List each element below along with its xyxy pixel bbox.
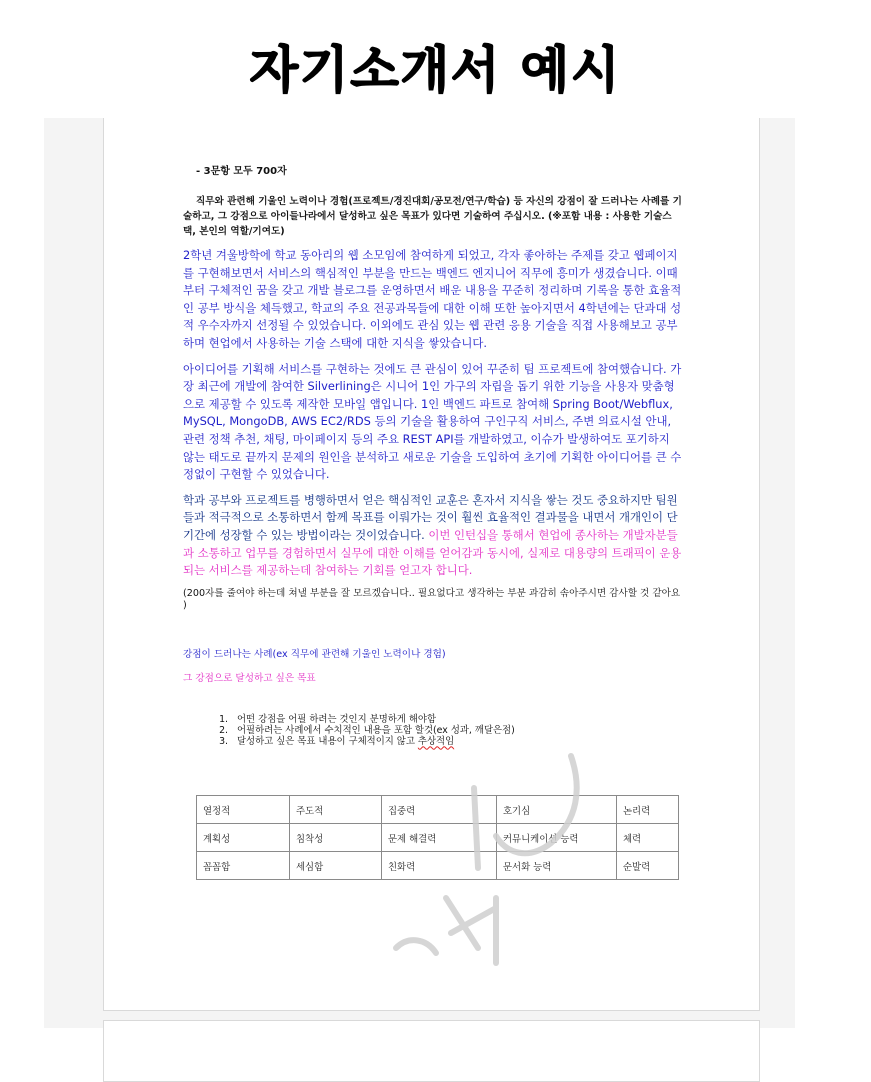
table-cell: 침착성 — [290, 824, 382, 852]
author-note: (200자를 줄여야 하는데 쳐낼 부분을 잘 모르겠습니다.. 필요없다고 생각하는 부분 과감히 솎아주시면 감사할 것 같아요 ) — [183, 587, 681, 612]
feedback-item-text: 달성하고 싶은 목표 내용이 구체적이지 않고 — [237, 736, 418, 748]
table-cell: 계획성 — [197, 824, 290, 852]
feedback-item: 1. 어떤 강점을 어필 하려는 것인지 분명하게 해야함 — [231, 714, 683, 725]
table-cell: 세심함 — [290, 852, 382, 880]
document-page — [103, 118, 760, 1011]
spellcheck-underlined-word: 추상적임 — [417, 736, 455, 748]
table-cell: 집중력 — [382, 796, 497, 824]
answer-paragraph-3-goal: 이번 인턴십을 통해서 현업에 종사하는 개발자분들과 소통하고 업무를 경험하면서 실무에 대한 이해를 얻어감과 동시에, 실제로 대용량의 트래픽이 운용되는 서비스를 제공하는데 참여하는 기회를 얻고자 합니다. — [183, 527, 682, 578]
table-row — [197, 852, 679, 880]
document-content — [183, 162, 683, 747]
question-text: 직무와 관련해 기울인 노력이나 경험(프로젝트/경진대회/공모전/연구/학습) 등 자신의 강점이 잘 드러나는 사례를 기술하고, 그 강점으로 아이들나라에서 달성하고 싶은 목표가 있다면 기술하여 주십시오. (※포함 내용 : 사용한 기술스택, 본인의 역할/기여도) — [183, 196, 682, 237]
table-cell: 열정적 — [197, 796, 290, 824]
traits-table — [196, 795, 679, 880]
page-title: 자기소개서 예시 — [249, 41, 622, 99]
table-cell: 커뮤니케이션 능력 — [497, 824, 617, 852]
table-cell: 논리력 — [617, 796, 679, 824]
answer-paragraph-3-lesson: 학과 공부와 프로젝트를 병행하면서 얻은 핵심적인 교훈은 혼자서 지식을 쌓는 것도 중요하지만 팀원들과 적극적으로 소통하면서 함께 목표를 이뤄가는 것이 훨씬 효율적인 결과물을 내면서 개개인이 단기간에 성장할 수 있는 방법이라는 것이었습니다. — [183, 492, 678, 542]
next-document-page — [103, 1020, 760, 1082]
feedback-item: 2. 어필하려는 사례에서 수치적인 내용을 포함 할것(ex 성과, 깨달은점) — [231, 725, 683, 736]
table-row — [197, 796, 679, 824]
table-cell: 꼼꼼함 — [197, 852, 290, 880]
legend-goal: 그 강점으로 달성하고 싶은 목표 — [183, 672, 316, 684]
table-cell: 문제 해결력 — [382, 824, 497, 852]
table-cell: 체력 — [617, 824, 679, 852]
feedback-item — [231, 736, 683, 747]
table-row — [197, 824, 679, 852]
legend-strength: 강점이 드러나는 사례(ex 직무에 관련해 기울인 노력이나 경험) — [183, 648, 446, 660]
table-cell: 순발력 — [617, 852, 679, 880]
table-cell: 친화력 — [382, 852, 497, 880]
table-cell: 주도적 — [290, 796, 382, 824]
question-heading: - 3문항 모두 700자 — [196, 166, 287, 177]
answer-paragraph-1: 2학년 겨울방학에 학교 동아리의 웹 소모임에 참여하게 되었고, 각자 좋아하는 주제를 갖고 웹페이지를 구현해보면서 서비스의 핵심적인 부분을 만드는 백엔드 엔지니어 직무에 흥미가 생겼습니다. 이때부터 구체적인 꿈을 갖고 개발 블로그를 운영하면서 배운 내용을 꾸준히 정리하며 기록을 통한 효율적인 공부 방식을 체득했고, 학교의 주요 전공과목들에 대한 이해 또한 높아지면서 4학년에는 단과대 성적 우수자까지 선정될 수 있었습니다. 이외에도 관심 있는 웹 관련 응용 기술을 직접 사용해보고 공부하며 현업에서 사용하는 기술 스택에 대한 지식을 쌓았습니다. — [183, 248, 682, 350]
table-cell: 문서화 능력 — [497, 852, 617, 880]
answer-paragraph-2: 아이디어를 기획해 서비스를 구현하는 것에도 큰 관심이 있어 꾸준히 팀 프로젝트에 참여했습니다. 가장 최근에 개발에 참여한 Silverlining은 시니어 1인 가구의 자립을 돕기 위한 기능을 사용자 맞춤형으로 제공할 수 있도록 제작한 모바일 앱입니다. 1인 백엔드 파트로 참여해 Spring Boot/Webflux, MySQL, MongoDB, AWS EC2/RDS 등의 기술을 활용하여 구인구직 서비스, 주변 의료시설 안내, 관련 정책 추천, 채팅, 마이페이지 등의 주요 REST API를 개발하였고, 이슈가 발생하여도 포기하지 않는 태도로 끝까지 문제의 원인을 분석하고 새로운 기술을 도입하여 초기에 기획한 아이디어를 큰 수정없이 구현할 수 있었습니다. — [183, 361, 682, 482]
answer-paragraph-3 — [183, 492, 683, 580]
table-cell: 호기심 — [497, 796, 617, 824]
feedback-list — [183, 714, 683, 748]
